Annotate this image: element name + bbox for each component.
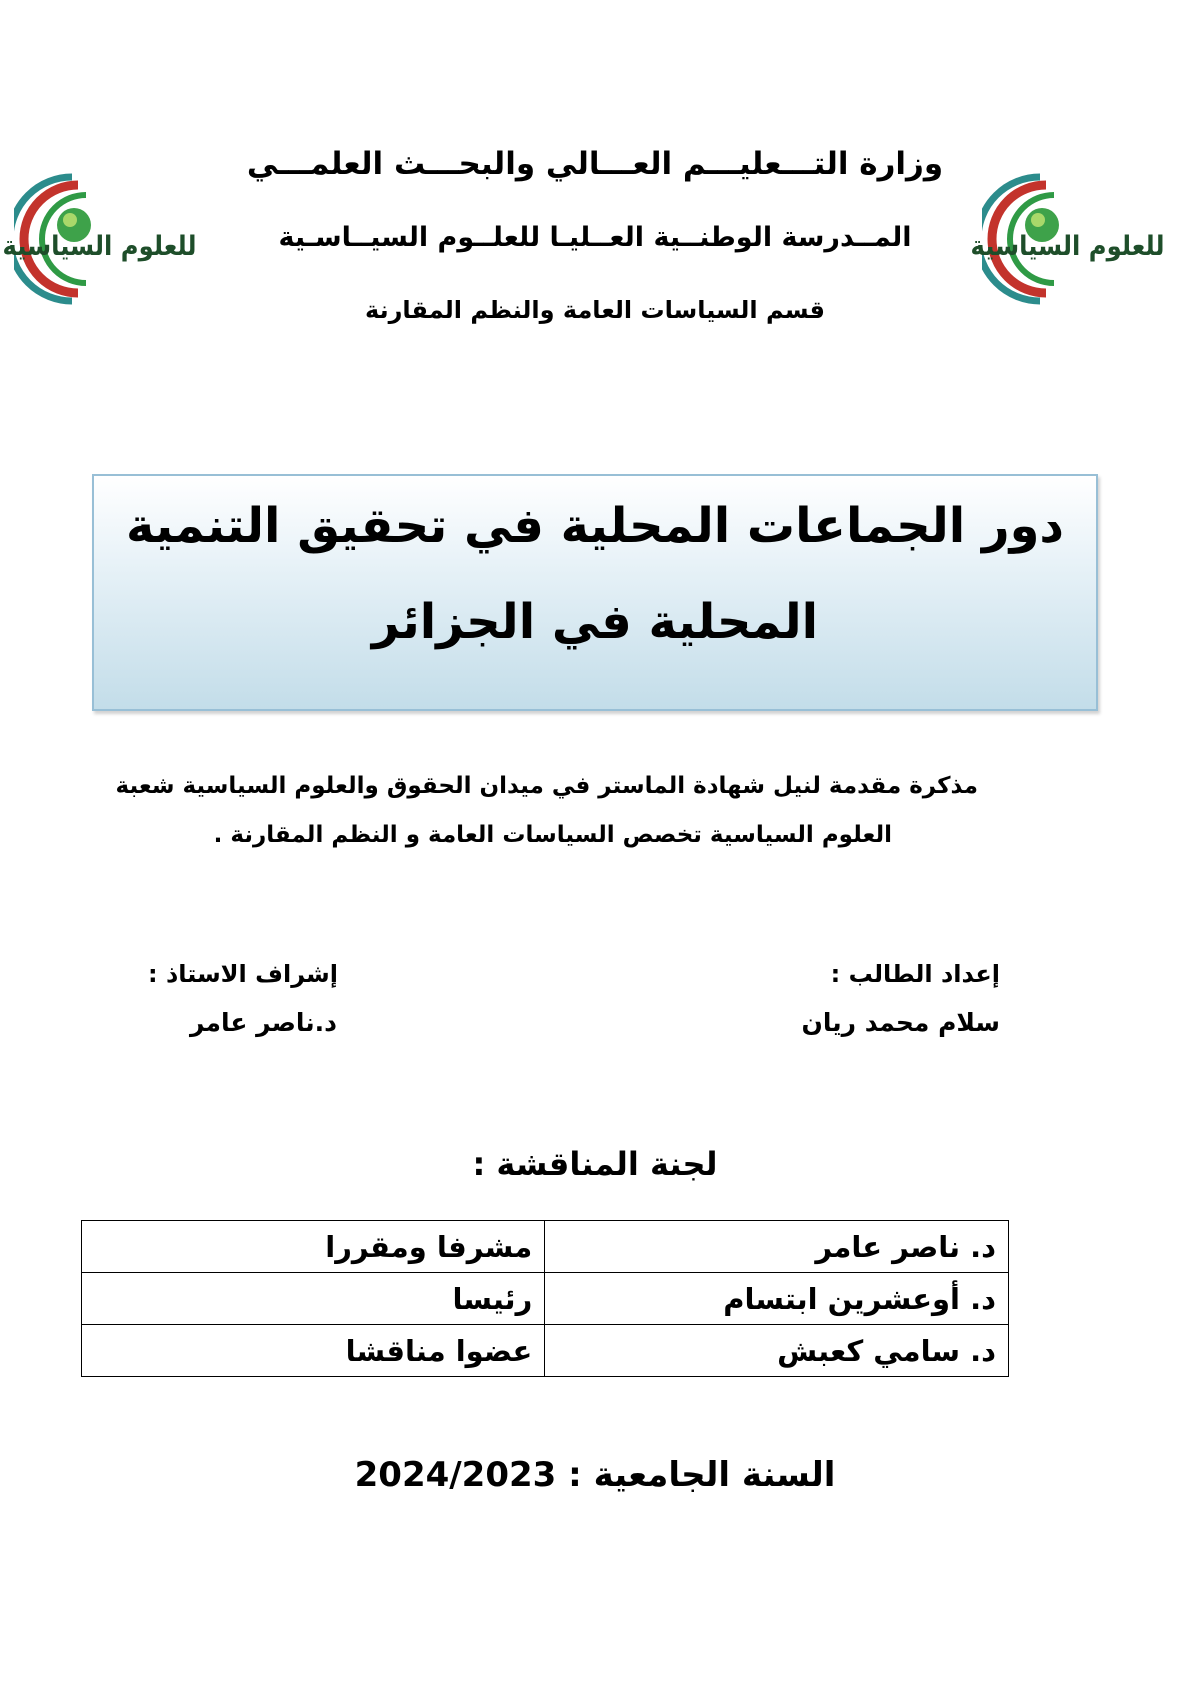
- thesis-title-line-1: دور الجماعات المحلية في تحقيق التنمية: [125, 498, 1065, 554]
- school-logo-left: [2, 165, 204, 315]
- committee-table: [81, 1220, 1009, 1377]
- table-row: [82, 1325, 1009, 1377]
- department-heading: قسم السياسات العامة والنظم المقارنة: [365, 296, 825, 324]
- table-row: [82, 1221, 1009, 1273]
- committee-member-name: د. ناصر عامر: [545, 1221, 1009, 1273]
- committee-member-role: عضوا مناقشا: [82, 1325, 545, 1377]
- committee-title: لجنة المناقشة :: [472, 1145, 718, 1183]
- committee-member-name: د. أوعشرين ابتسام: [545, 1273, 1009, 1325]
- supervisor-name: د.ناصر عامر: [189, 1008, 337, 1037]
- school-logo-right: [970, 165, 1172, 315]
- school-heading: المــدرسة الوطنــية العــليـا للعلــوم السيــاسـية: [278, 222, 912, 253]
- table-row: [82, 1273, 1009, 1325]
- thesis-title-box: [92, 474, 1098, 711]
- supervisor-label: إشراف الاستاذ :: [148, 960, 338, 988]
- academic-year: السنة الجامعية : 2024/2023: [354, 1455, 836, 1495]
- student-label: إعداد الطالب :: [830, 960, 1000, 988]
- committee-member-name: د. سامي كعبش: [545, 1325, 1009, 1377]
- thesis-title-line-2: المحلية في الجزائر: [371, 594, 819, 650]
- logo-caption: للعلوم السياسية: [970, 231, 1165, 262]
- thesis-description-line-1: مذكرة مقدمة لنيل شهادة الماستر في ميدان الحقوق والعلوم السياسية شعبة: [115, 773, 978, 799]
- ministry-heading: وزارة التـــعليـــم العـــالي والبحـــث العلمـــي: [246, 146, 944, 182]
- committee-member-role: رئيسا: [82, 1273, 545, 1325]
- committee-member-role: مشرفا ومقررا: [82, 1221, 545, 1273]
- thesis-description-line-2: العلوم السياسية تخصص السياسات العامة و النظم المقارنة .: [213, 822, 892, 848]
- logo-caption: للعلوم السياسية: [2, 231, 197, 262]
- student-name: سلام محمد ريان: [801, 1008, 1000, 1037]
